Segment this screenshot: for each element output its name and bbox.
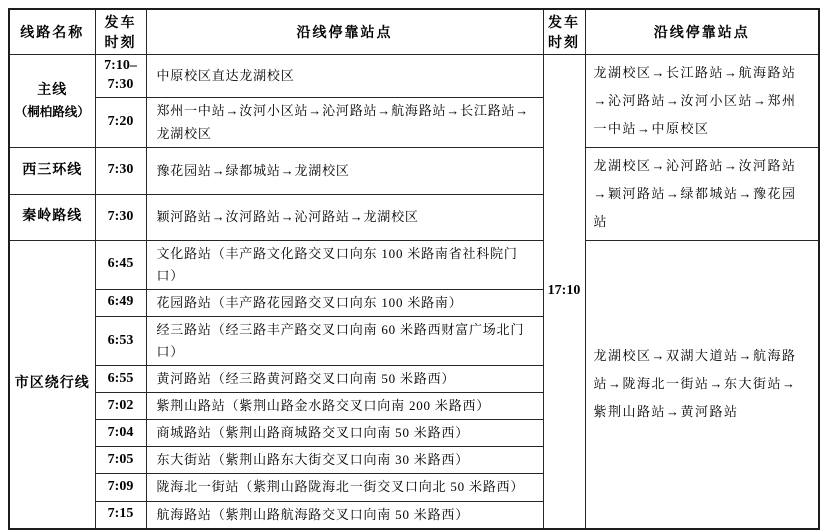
departure-time-cell: 7:09 [95,474,146,501]
return-stops-city-loop: 龙湖校区→双湖大道站→航海路站→陇海北一街站→东大街站→紫荆山路站→黄河路站 [585,240,819,529]
departure-time-cell: 7:02 [95,393,146,420]
bus-schedule-table [8,8,820,530]
departure-time-cell: 6:55 [95,366,146,393]
table-row [9,147,819,194]
col-header-return-departure-time: 发车时刻 [543,9,585,55]
departure-time-cell: 7:05 [95,447,146,474]
stops-cell: 黄河路站（经三路黄河路交叉口向南 50 米路西） [146,366,543,393]
stops-cell: 豫花园站→绿都城站→龙湖校区 [146,147,543,194]
return-stops-main-line: 龙湖校区→长江路站→航海路站→沁河路站→汝河小区站→郑州一中站→中原校区 [585,55,819,148]
departure-time-cell: 7:30 [95,147,146,194]
col-header-stops: 沿线停靠站点 [146,9,543,55]
stops-cell: 东大街站（紫荆山路东大街交叉口向南 30 米路西） [146,447,543,474]
stops-cell: 中原校区直达龙湖校区 [146,55,543,98]
route-subname-label: （桐柏路线） [14,105,90,120]
departure-time-cell: 7:20 [95,98,146,148]
route-name-label: 主线 [37,82,68,98]
departure-time-cell: 6:49 [95,289,146,316]
stops-cell: 紫荆山路站（紫荆山路金水路交叉口向南 200 米路西） [146,393,543,420]
return-stops-west-routes: 龙湖校区→沁河路站→汝河路站→颖河路站→绿都城站→豫花园站 [585,147,819,240]
stops-cell: 商城路站（紫荆山路商城路交叉口向南 50 米路西） [146,420,543,447]
stops-cell: 经三路站（经三路丰产路交叉口向南 60 米路西财富广场北门口） [146,316,543,365]
header-row [9,9,819,55]
departure-time-cell: 6:45 [95,240,146,289]
table-row [9,240,819,289]
route-name-west-third-ring: 西三环线 [9,147,95,194]
table-row [9,55,819,98]
stops-cell: 花园路站（丰产路花园路交叉口向东 100 米路南） [146,289,543,316]
stops-cell: 郑州一中站→汝河小区站→沁河路站→航海路站→长江路站→龙湖校区 [146,98,543,148]
stops-cell: 颖河路站→汝河路站→沁河路站→龙湖校区 [146,194,543,240]
col-header-route-name: 线路名称 [9,9,95,55]
route-name-qinling-road: 秦岭路线 [9,194,95,240]
timetable-sheet [8,8,820,530]
col-header-return-stops: 沿线停靠站点 [585,9,819,55]
departure-time-cell: 7:30 [95,194,146,240]
route-name-city-loop: 市区绕行线 [9,240,95,529]
stops-cell: 航海路站（紫荆山路航海路交叉口向南 50 米路西） [146,501,543,529]
departure-time-cell: 7:15 [95,501,146,529]
departure-time-cell: 7:04 [95,420,146,447]
route-name-main-line [9,55,95,148]
stops-cell: 陇海北一街站（紫荆山路陇海北一街交叉口向北 50 米路西） [146,474,543,501]
stops-cell: 文化路站（丰产路文化路交叉口向东 100 米路南省社科院门口） [146,240,543,289]
return-departure-time-cell: 17:10 [543,55,585,529]
departure-time-cell: 7:10–7:30 [95,55,146,98]
departure-time-cell: 6:53 [95,316,146,365]
col-header-departure-time: 发车时刻 [95,9,146,55]
